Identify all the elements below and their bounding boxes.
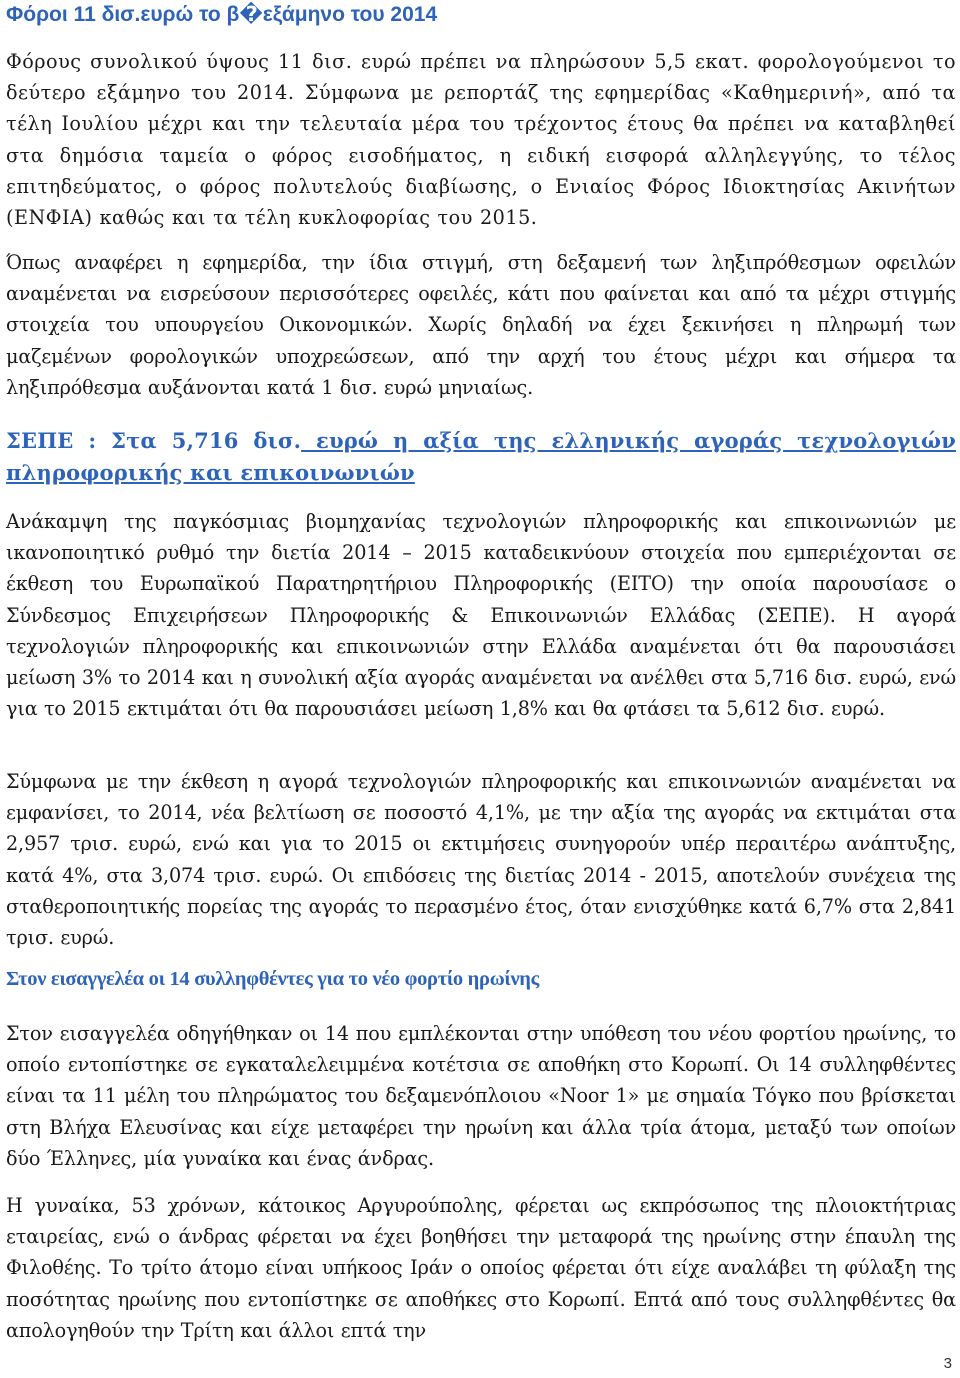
title-part-underlined: ευρώ η αξία της ελληνικής αγοράς τεχνολογιών πληροφορικής και επικοινωνιών — [6, 428, 956, 485]
article-paragraph: Σύμφωνα με την έκθεση η αγορά τεχνολογιών πληροφορικής και επικοινωνιών αναμένεται να εμφανίσει, το 2014, νέα βελτίωση σε ποσοστό 4,1%, με την αξία της αγοράς να εκτιμάται στα 2,957 τρισ. ευρώ, ενώ και για το 2015 οι εκτιμήσεις συνηγορούν υπέρ περαιτέρω ανάπτυξης, κατά 4%, στα 3,074 τρισ. ευρώ. Οι επιδόσεις της διετίας 2014 - 2015, αποτελούν συνέχεια της σταθεροποιητικής πορείας της αγοράς το περασμένο έτος, όταν ενισχύθηκε κατά 6,7% στα 2,841 τρισ. ευρώ. — [6, 770, 956, 950]
article-paragraph: Στον εισαγγελέα οδηγήθηκαν οι 14 που εμπλέκονται στην υπόθεση του νέου φορτίου ηρωίνης, το οποίο εντοπίστηκε σε εγκαταλελειμμένα κοτέτσια σε αποθήκη στο Κορωπί. Οι 14 συλληφθέντες είναι τα 11 μέλη του πληρώματος του δεξαμενόπλοιου «Noor 1» με σημαία Τόγκο που βρίσκεται στη Βλήχα Ελευσίνας και είχε μεταφέρει την ηρωίνη και άλλα τρία άτομα, μεταξύ των οποίων δύο Έλληνες, μία γυναίκα και ένας άνδρας. — [6, 1022, 956, 1170]
title-part: ΣΕΠΕ : Στα 5,716 δισ. — [6, 428, 302, 453]
article-paragraph: Όπως αναφέρει η εφημερίδα, την ίδια στιγμή, στη δεξαμενή των ληξιπρόθεσμων οφειλών αναμένεται να εισρεύσουν περισσότερες οφειλές, κάτι που φαίνεται και από τα μέχρι στιγμής στοιχεία του υπουργείου Οικονομικών. Χωρίς δηλαδή να έχει ξεκινήσει η πληρωμή των μαζεμένων φορολογικών υποχρεώσεων, από την αρχή του έτους μέχρι και σήμερα τα ληξιπρόθεσμα αυξάνονται κατά 1 δισ. ευρώ μηνιαίως. — [6, 251, 956, 399]
article-paragraph: Ανάκαμψη της παγκόσμιας βιομηχανίας τεχνολογιών πληροφορικής και επικοινωνιών με ικανοποιητικό ρυθμό την διετία 2014 – 2015 καταδεικνύουν στοιχεία που εμπεριέχονται σε έκθεση του Ευρωπαϊκού Παρατηρητήριου Πληροφορικής (EITO) την οποία παρουσίασε ο Σύνδεσμος Επιχειρήσεων Πληροφορικής & Επικοινωνιών Ελλάδας (ΣΕΠΕ). Η αγορά τεχνολογιών πληροφορικής και επικοινωνιών στην Ελλάδα αναμένεται ότι θα παρουσιάσει μείωση 3% το 2014 και η συνολική αξία αγοράς αναμένεται να ανέλθει στα 5,716 δισ. ευρώ, ενώ για το 2015 εκτιμάται ότι θα παρουσιάσει μείωση 1,8% και θα φτάσει τα 5,612 δισ. ευρώ. — [6, 510, 956, 721]
article-title-taxes: Φόροι 11 δισ.ευρώ το β�εξάμηνο του 2014 — [6, 3, 438, 26]
page-number: 3 — [943, 1355, 952, 1372]
article-title-sepe — [6, 425, 956, 489]
article-paragraph: Η γυναίκα, 53 χρόνων, κάτοικος Αργυρούπολης, φέρεται ως εκπρόσωπος της πλοιοκτήτριας εταιρείας, ενώ ο άνδρας φέρεται να έχει βοηθήσει την μεταφορά της ηρωίνης στην έπαυλη της Φιλοθέης. Το τρίτο άτομο είναι υπήκοος Ιράν ο οποίος φέρεται ότι είχε αναλάβει τη φύλαξη της ποσότητας ηρωίνης που εντοπίστηκε σε αποθήκες στο Κορωπί. Επτά από τους συλληφθέντες θα απολογηθούν την Τρίτη και άλλοι επτά την — [6, 1194, 956, 1342]
article-paragraph: Φόρους συνολικού ύψους 11 δισ. ευρώ πρέπει να πληρώσουν 5,5 εκατ. φορολογούμενοι το δεύτερο εξάμηνο του 2014. Σύμφωνα με ρεπορτάζ της εφημερίδας «Καθημερινή», από τα τέλη Ιουλίου μέχρι και την τελευταία μέρα του τρέχοντος έτους θα πρέπει να καταβληθεί στα δημόσια ταμεία ο φόρος εισοδήματος, η ειδική εισφορά αλληλεγγύης, το τέλος επιτηδεύματος, ο φόρος πολυτελούς διαβίωσης, ο Ενιαίος Φόρος Ιδιοκτησίας Ακινήτων (ΕΝΦΙΑ) καθώς και τα τέλη κυκλοφορίας του 2015. — [6, 50, 956, 230]
article-title-heroin: Στον εισαγγελέα οι 14 συλληφθέντες για το νέο φορτίο ηρωίνης — [6, 968, 539, 990]
